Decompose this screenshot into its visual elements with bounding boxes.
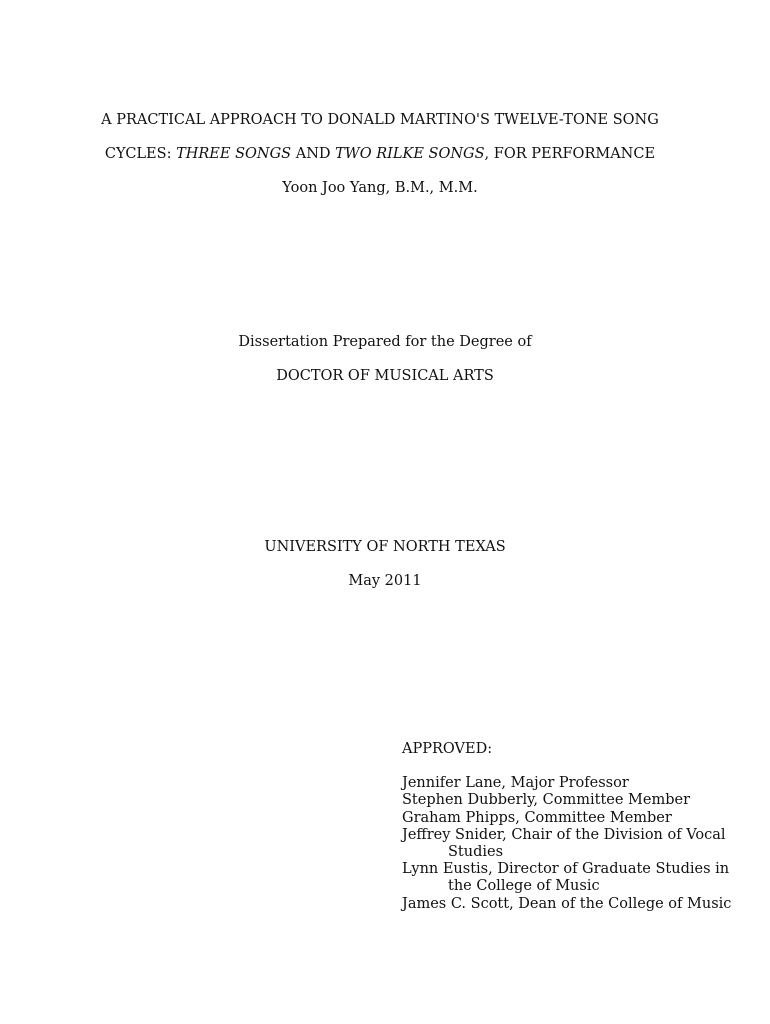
- committee-member: Jeffrey Snider, Chair of the Division of Vocal Studies: [402, 826, 726, 861]
- approval-block: [402, 741, 732, 913]
- dissertation-title-line-1: A PRACTICAL APPROACH TO DONALD MARTINO'S TWELVE-TONE SONG: [101, 112, 659, 128]
- title-prefix: CYCLES:: [104, 146, 177, 162]
- committee-member: Graham Phipps, Committee Member: [402, 809, 672, 826]
- work-title-three-songs: THREE SONGS: [176, 146, 292, 162]
- approved-label: APPROVED:: [402, 741, 493, 757]
- work-title-two-rilke-songs: TWO RILKE SONGS: [335, 146, 485, 162]
- title-suffix: , FOR PERFORMANCE: [484, 146, 656, 162]
- dissertation-title-line-2: [0, 145, 765, 163]
- prepared-for-statement: Dissertation Prepared for the Degree of: [238, 334, 532, 350]
- degree-name: DOCTOR OF MUSICAL ARTS: [276, 368, 494, 384]
- committee-member: Jennifer Lane, Major Professor: [402, 775, 629, 792]
- author-name: Yoon Joo Yang, B.M., M.M.: [282, 180, 478, 196]
- committee-member: James C. Scott, Dean of the College of Music: [402, 895, 732, 912]
- submission-date: May 2011: [348, 573, 422, 589]
- university-name: UNIVERSITY OF NORTH TEXAS: [264, 539, 506, 555]
- title-connector: AND: [291, 146, 336, 162]
- committee-member: Lynn Eustis, Director of Graduate Studies in the College of Music: [402, 861, 730, 895]
- committee-member: Stephen Dubberly, Committee Member: [402, 792, 691, 809]
